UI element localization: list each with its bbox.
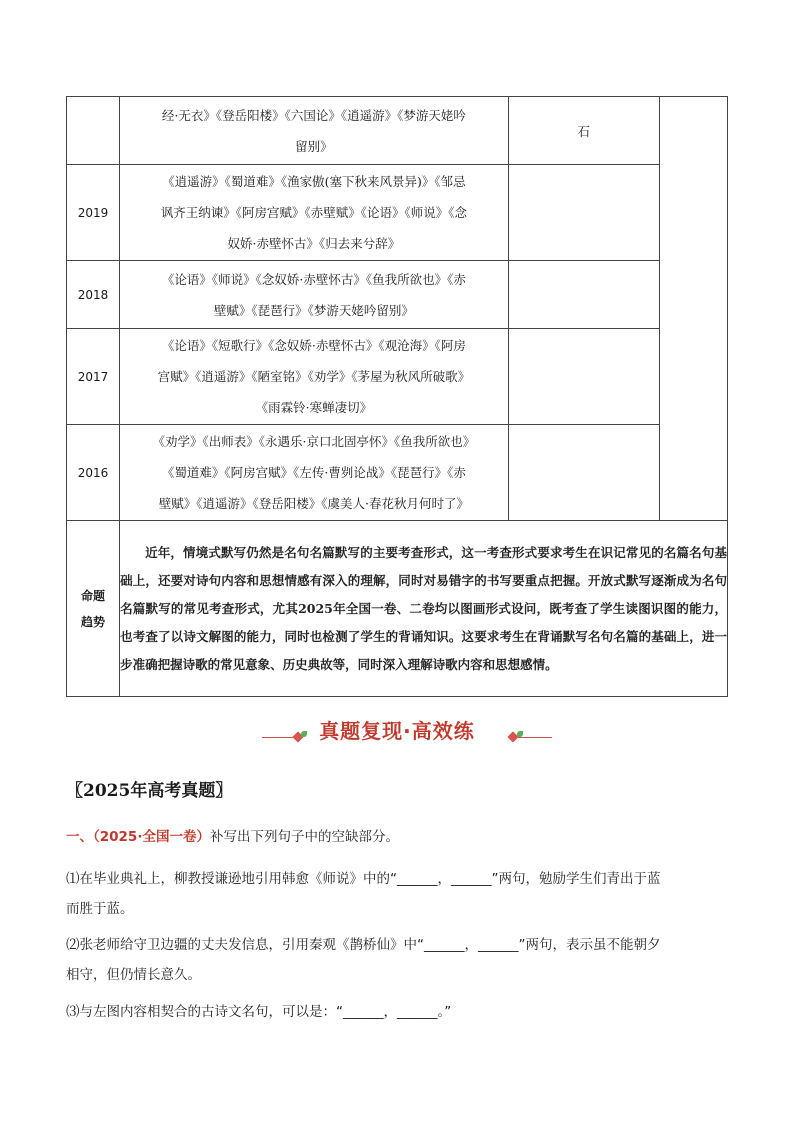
table-row xyxy=(67,329,728,425)
trend-label-line: 命题 xyxy=(81,588,106,603)
question-prompt: 补写出下列句子中的空缺部分。 xyxy=(209,829,399,845)
year-cell: 2017 xyxy=(67,329,120,425)
works-cell xyxy=(120,165,509,261)
extra-cell xyxy=(508,261,659,329)
works-line: 《蜀道难》《阿房宫赋》《左传·曹刿论战》《琵琶行》《赤 xyxy=(161,465,466,480)
extra-cell xyxy=(508,425,659,521)
exam-analysis-table xyxy=(66,96,728,697)
question-line: ⑵张老师给守卫边疆的丈夫发信息，引用秦观《鹊桥仙》中“______，______”两句，表示虽不能朝夕 xyxy=(66,937,661,953)
year-cell: 2016 xyxy=(67,425,120,521)
works-line: 讽齐王纳谏》《阿房宫赋》《赤壁赋》《论语》《师说》《念 xyxy=(160,205,467,220)
extra-cell: 石 xyxy=(508,97,659,165)
works-cell xyxy=(120,329,509,425)
works-line: 《论语》《师说》《念奴娇·赤壁怀古》《鱼我所欲也》《赤 xyxy=(161,271,466,287)
works-line: 奴娇·赤壁怀古》《归去来兮辞》 xyxy=(227,236,401,251)
question-source: （2025·全国一卷） xyxy=(93,829,210,845)
table-row xyxy=(67,261,728,329)
question-line: 而胜于蓝。 xyxy=(66,901,134,917)
works-line: 宫赋》《逍遥游》《陋室铭》《劝学》《茅屋为秋风所破歌》 xyxy=(157,369,471,384)
trend-row xyxy=(67,521,728,697)
table-row xyxy=(67,165,728,261)
question-number: 一、 xyxy=(66,829,93,845)
section-heading: 〖2025年高考真题〗 xyxy=(66,781,233,801)
question-line: 相守，但仍情长意久。 xyxy=(66,967,201,983)
works-line: 《劝学》《出师表》《永遇乐·京口北固亭怀》《鱼我所欲也》 xyxy=(152,434,476,449)
works-cell xyxy=(120,425,509,521)
works-line: 经·无衣》《登岳阳楼》《六国论》《逍遥游》《梦游天姥吟 xyxy=(161,107,466,123)
extra-cell xyxy=(508,329,659,425)
question-item-3 xyxy=(66,997,728,1027)
table-row xyxy=(67,425,728,521)
question-item-1 xyxy=(66,864,728,924)
works-line: 壁赋》《逍遥游》《登岳阳楼》《虞美人·春花秋月何时了》 xyxy=(158,496,469,511)
question-header xyxy=(66,822,728,852)
works-line: 壁赋》《琵琶行》《梦游天姥吟留别》 xyxy=(213,302,414,318)
works-line: 《逍遥游》《蜀道难》《渔家傲(塞下秋来风景异)》《邹忌 xyxy=(162,174,466,189)
table-row xyxy=(67,97,728,165)
year-cell: 2018 xyxy=(67,261,120,329)
question-item-2 xyxy=(66,930,728,990)
trend-paragraph: 近年，情境式默写仍然是名句名篇默写的主要考查形式，这一考查形式要求考生在识记常见的名篇名句基础上，还要对诗句内容和思想情感有深入的理解，同时对易错字的书写要重点把握。开放式默写逐渐成为名句名篇默写的常见考查形式，尤其2025年全国一卷、二卷均以图画形式设问，既考查了学生读图识图的能力，也考查了以诗文解图的能力，同时也检测了学生的背诵知识。这要求考生在背诵默写名句名篇的基础上，进一步准确把握诗歌的常见意象、历史典故等，同时深入理解诗歌内容和思想感情。 xyxy=(120,544,727,672)
section-banner xyxy=(0,715,794,745)
year-cell: 2019 xyxy=(67,165,120,261)
works-line: 留别》 xyxy=(295,138,333,154)
year-cell xyxy=(67,97,120,165)
trend-text-cell xyxy=(120,521,728,697)
works-cell xyxy=(120,97,509,165)
banner-title: 真题复现·高效练 xyxy=(319,719,475,743)
works-line: 《雨霖铃·寒蝉凄切》 xyxy=(255,400,373,415)
question-line: ⑶与左图内容相契合的古诗文名句，可以是：“______，______。” xyxy=(66,1004,452,1020)
question-line: ⑴在毕业典礼上，柳教授谦逊地引用韩愈《师说》中的“______，______”两句，勉励学生们青出于蓝 xyxy=(66,871,661,887)
trend-label-line: 趋势 xyxy=(81,614,106,629)
works-line: 《论语》《短歌行》《念奴娇·赤壁怀古》《观沧海》《阿房 xyxy=(161,338,466,353)
side-cell xyxy=(659,97,727,521)
trend-label xyxy=(67,521,120,697)
banner-line-right xyxy=(518,737,552,738)
extra-cell xyxy=(508,165,659,261)
works-cell xyxy=(120,261,509,329)
